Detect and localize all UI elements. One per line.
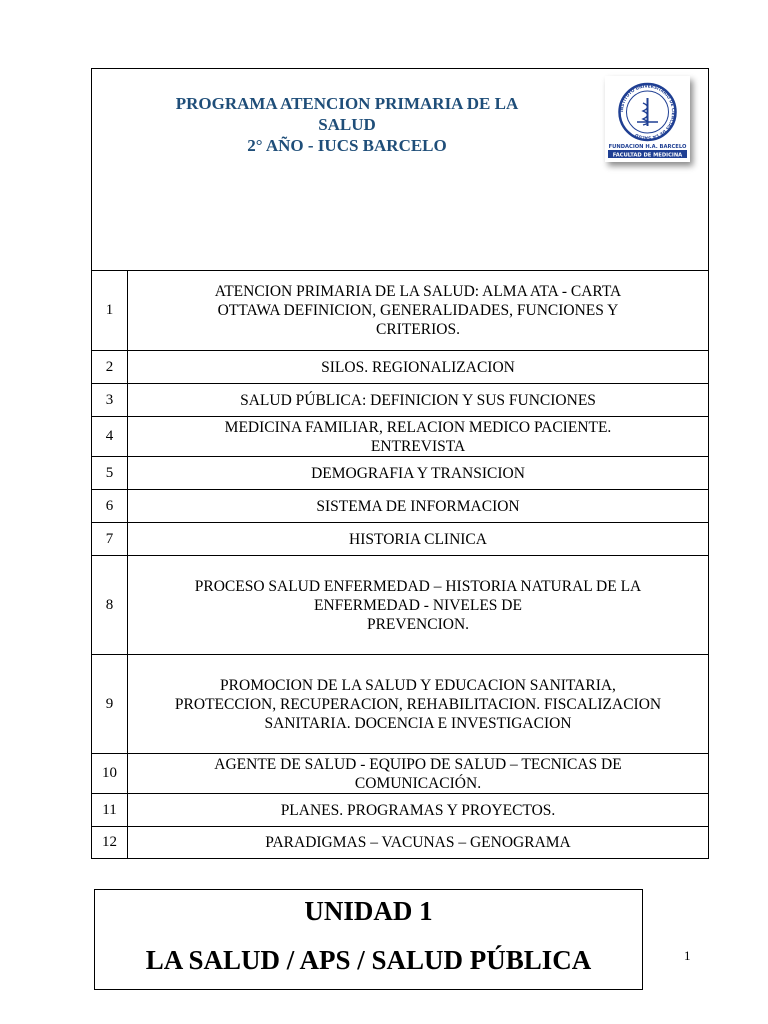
topic-text: SILOS. REGIONALIZACION [321, 358, 515, 376]
title-line-1: PROGRAMA ATENCION PRIMARIA DE LA [175, 94, 519, 113]
topic-row-5 [92, 457, 708, 490]
logo-banner: FACULTAD DE MEDICINA [612, 152, 683, 159]
topic-number: 8 [92, 556, 128, 654]
topic-number: 2 [92, 351, 128, 383]
topic-text: SALUD PÚBLICA: DEFINICION Y SUS FUNCIONES [240, 391, 596, 409]
logo-caption: FUNDACION H.A. BARCELO [608, 144, 687, 150]
topic-row-4 [92, 417, 708, 457]
topic-text: SISTEMA DE INFORMACION [316, 497, 520, 515]
topic-text: PARADIGMAS – VACUNAS – GENOGRAMA [265, 834, 571, 851]
topic-number: 10 [92, 754, 128, 793]
topic-number: 5 [92, 457, 128, 489]
topic-text: MEDICINA FAMILIAR, RELACION MEDICO PACIENTE. ENTREVISTA [224, 418, 612, 455]
topic-row-8 [92, 556, 708, 655]
unit-subtitle: LA SALUD / APS / SALUD PÚBLICA [145, 945, 592, 975]
topic-row-7 [92, 523, 708, 556]
topic-text: PLANES. PROGRAMAS Y PROYECTOS. [280, 801, 556, 819]
title-line-3: 2° AÑO - IUCS BARCELO [247, 136, 447, 155]
page-number: 1 [684, 948, 691, 963]
topic-text: ATENCION PRIMARIA DE LA SALUD: ALMA ATA - CARTA OTTAWA DEFINICION, GENERALIDADES, FUNCIONES Y CRITERIOS. [214, 283, 622, 338]
unit-heading-box [94, 889, 643, 990]
title-line-2: SALUD [318, 115, 376, 134]
topic-text: DEMOGRAFIA Y TRANSICION [311, 464, 525, 482]
topic-row-3 [92, 384, 708, 417]
topic-number: 3 [92, 384, 128, 416]
university-seal-icon [605, 76, 690, 162]
topic-row-6 [92, 490, 708, 523]
topic-number: 9 [92, 655, 128, 753]
topic-number: 12 [92, 827, 128, 858]
topic-number: 1 [92, 271, 128, 350]
topic-text: AGENTE DE SALUD - EQUIPO DE SALUD – TECNICAS DE COMUNICACIÓN. [214, 755, 622, 792]
topic-row-10 [92, 754, 708, 794]
topic-text: PROCESO SALUD ENFERMEDAD – HISTORIA NATURAL DE LA ENFERMEDAD - NIVELES DE PREVENCION. [194, 577, 642, 633]
topic-number: 7 [92, 523, 128, 555]
topic-text: HISTORIA CLINICA [349, 530, 487, 548]
header-cell [92, 69, 708, 271]
seal-text: INSTITUTO UNIVERSITARIO DE CIENCIAS DE LA SALUD [618, 83, 677, 141]
topic-row-11 [92, 794, 708, 827]
topic-text: PROMOCION DE LA SALUD Y EDUCACION SANITARIA, PROTECCION, RECUPERACION, REHABILITACION. FISCALIZACION SANITARIA. DOCENCIA E INVESTIGACION [174, 676, 662, 732]
topic-number: 6 [92, 490, 128, 522]
topic-row-12 [92, 827, 708, 858]
topic-row-1 [92, 271, 708, 351]
program-title [112, 93, 582, 156]
topic-number: 11 [92, 794, 128, 826]
topic-row-9 [92, 655, 708, 754]
topic-number: 4 [92, 417, 128, 456]
unit-title: UNIDAD 1 [304, 896, 433, 926]
topic-row-2 [92, 351, 708, 384]
program-table [91, 68, 709, 859]
